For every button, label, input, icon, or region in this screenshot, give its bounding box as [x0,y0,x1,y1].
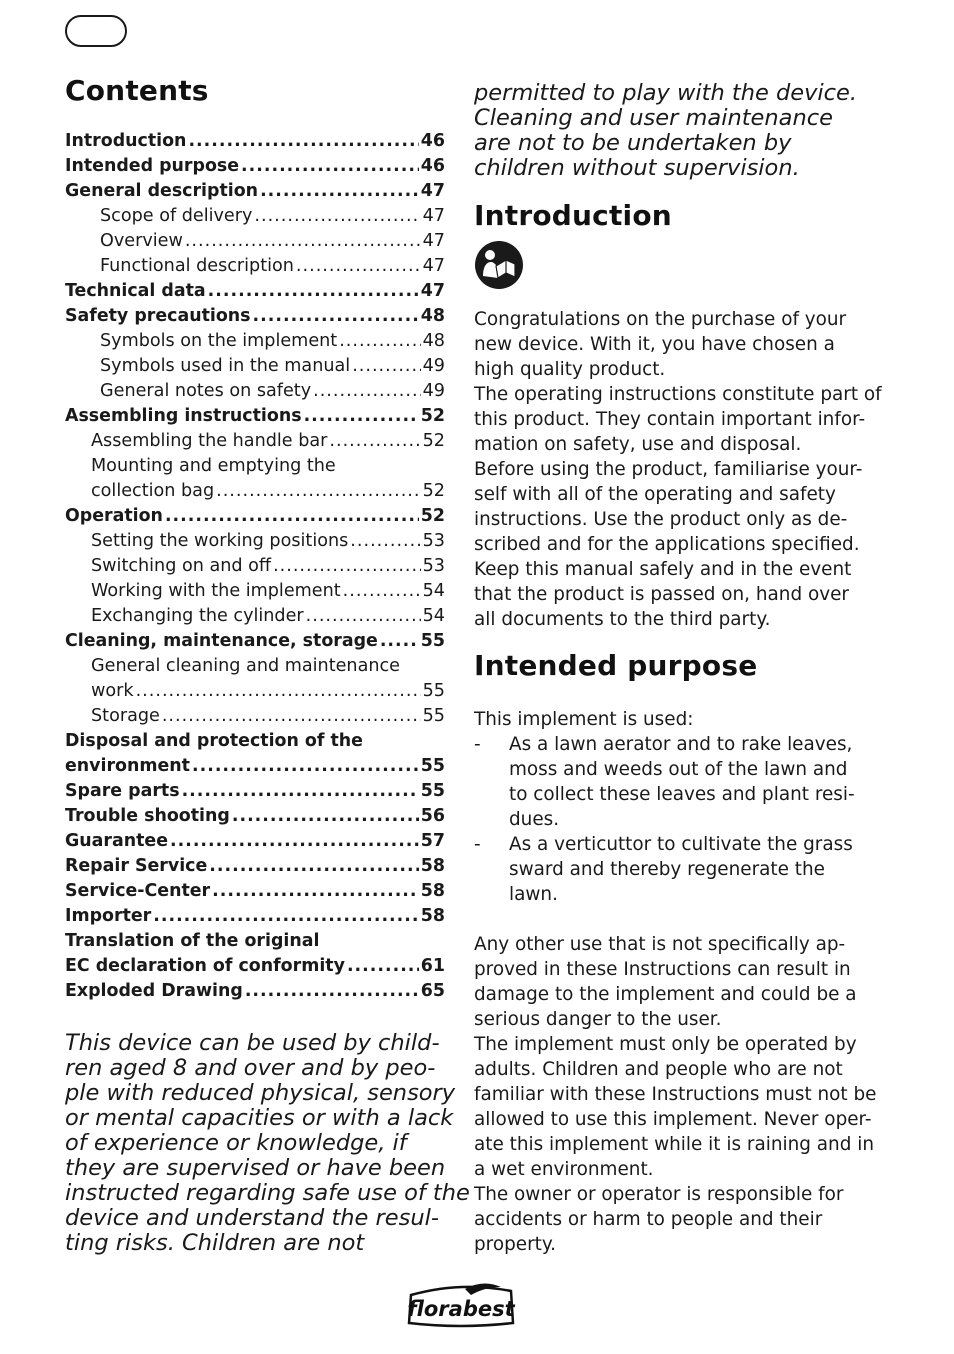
toc-entry [65,406,445,431]
toc-entry-title: Repair Service [65,856,208,876]
toc-entry-page: 47 [422,206,445,226]
toc-entry-page: 55 [422,681,445,701]
toc-entry-page: 47 [422,256,445,276]
children-notice-line: are not to be undertaken by [474,130,792,156]
bullet-line: sward and thereby regenerate the [509,859,825,880]
introduction-line: Before using the product, familiarise your- [474,459,863,480]
toc-entry-title: environment [65,756,190,776]
toc-entry-title: General description [65,181,259,201]
toc-entry-title: Exploded Drawing [65,981,243,1001]
toc-entry-title: Trouble shooting [65,806,230,826]
toc-entry [65,881,445,906]
language-badge [65,15,127,47]
toc-entry-page: 49 [422,381,445,401]
introduction-heading: Introduction [474,199,672,232]
bullet-line: As a verticuttor to cultivate the grass [509,834,853,855]
toc-leader-dots [162,706,421,726]
introduction-line: self with all of the operating and safety [474,484,836,505]
toc-entry-title: Cleaning, maintenance, storage [65,631,378,651]
toc-entry-title: Mounting and emptying the [91,456,336,476]
intended-purpose-heading: Intended purpose [474,649,758,682]
logo-text: florabest [407,1297,515,1321]
toc-leader-dots [296,256,421,276]
bullet-line: to collect these leaves and plant resi- [509,784,855,805]
toc-entry [65,356,445,381]
toc-entry [65,306,445,331]
toc-entry-title: Symbols used in the manual [100,356,351,376]
toc-leader-dots [304,406,419,426]
toc-entry-title: Working with the implement [91,581,341,601]
bullet-text [509,732,859,832]
toc-entry-title: General notes on safety [100,381,312,401]
toc-entry-title: Importer [65,906,152,926]
toc-entry [65,431,445,456]
toc-entry-page: 46 [420,156,445,176]
toc-entry-page: 52 [420,406,445,426]
toc-entry-title: Setting the working positions [91,531,349,551]
children-notice-line: This device can be used by child- [65,1030,440,1056]
children-notice-line: of experience or knowledge, if [65,1130,407,1156]
toc-entry [65,981,445,1006]
introduction-line: The operating instructions constitute part of [474,384,882,405]
toc-leader-dots [165,506,419,526]
toc-entry [65,231,445,256]
toc-leader-dots [153,906,419,926]
introduction-line: all documents to the third party. [474,609,771,630]
toc-entry-page: 53 [422,556,445,576]
closing-line: proved in these Instructions can result in [474,959,851,980]
toc-entry-page: 56 [420,806,445,826]
children-notice-line: or mental capacities or with a lack [65,1105,454,1131]
toc-entry-page: 55 [420,631,445,651]
toc-leader-dots [329,431,420,451]
toc-entry-page: 54 [422,606,445,626]
closing-line: familiar with these Instructions must not be [474,1084,877,1105]
closing-line: Any other use that is not specifically ap- [474,934,846,955]
toc-entry-title: Service-Center [65,881,211,901]
introduction-text [474,307,882,632]
introduction-line: scribed and for the applications specified. [474,534,860,555]
toc-entry-page: 47 [420,281,445,301]
toc-entry-page: 58 [420,856,445,876]
toc-entry [65,656,445,681]
toc-leader-dots [306,606,421,626]
toc-leader-dots [313,381,421,401]
introduction-line: high quality product. [474,359,666,380]
toc-entry [65,831,445,856]
toc-entry-page: 61 [420,956,445,976]
introduction-line: this product. They contain important infor- [474,409,866,430]
children-notice-line: instructed regarding safe use of the [65,1180,470,1206]
closing-line: ate this implement while it is raining and in [474,1134,874,1155]
toc-entry-page: 48 [422,331,445,351]
toc-leader-dots [245,981,419,1001]
toc-entry [65,956,445,981]
toc-leader-dots [208,281,419,301]
toc-entry-title: Translation of the original [65,931,320,951]
toc-leader-dots [192,756,419,776]
closing-line: The owner or operator is responsible for [474,1184,844,1205]
closing-line: adults. Children and people who are not [474,1059,843,1080]
toc-leader-dots [185,231,421,251]
toc-entry-title: collection bag [91,481,215,501]
table-of-contents [65,131,445,1006]
toc-leader-dots [170,831,419,851]
toc-entry-title: Guarantee [65,831,168,851]
introduction-line: instructions. Use the product only as de- [474,509,848,530]
toc-leader-dots [136,681,421,701]
children-notice-line: ple with reduced physical, sensory [65,1080,456,1106]
closing-line: serious danger to the user. [474,1009,722,1030]
toc-entry-title: Disposal and protection of the [65,731,363,751]
read-manual-icon [474,240,524,290]
closing-line: accidents or harm to people and their [474,1209,823,1230]
toc-leader-dots [343,581,421,601]
florabest-logo [405,1283,517,1329]
toc-entry [65,931,445,956]
toc-entry [65,156,445,181]
toc-leader-dots [350,531,420,551]
toc-entry [65,506,445,531]
toc-entry-title: Intended purpose [65,156,240,176]
toc-leader-dots [216,481,420,501]
toc-entry-page: 55 [422,706,445,726]
children-notice-line: ting risks. Children are not [65,1230,365,1256]
introduction-line: Keep this manual safely and in the event [474,559,852,580]
children-notice-line: they are supervised or have been [65,1155,446,1181]
toc-leader-dots [339,331,420,351]
introduction-line: that the product is passed on, hand over [474,584,849,605]
children-notice-line: children without supervision. [474,155,800,181]
children-notice-line: permitted to play with the device. [474,80,858,106]
toc-entry-title: Switching on and off [91,556,272,576]
bullet-line: lawn. [509,884,558,905]
toc-entry [65,556,445,581]
toc-entry-title: Scope of delivery [100,206,253,226]
toc-entry [65,481,445,506]
toc-entry-page: 52 [420,506,445,526]
toc-leader-dots [273,556,421,576]
intended-purpose-lead [474,707,693,732]
bullet-dash: - [474,734,481,755]
toc-leader-dots [232,806,419,826]
children-notice-line: ren aged 8 and over and by peo- [65,1055,436,1081]
toc-entry-page: 54 [422,581,445,601]
toc-entry-title: EC declaration of conformity [65,956,345,976]
children-notice-part1 [65,1031,470,1256]
toc-entry-title: Exchanging the cylinder [91,606,304,626]
children-notice-part2 [474,81,857,181]
toc-entry-page: 55 [420,756,445,776]
toc-leader-dots [254,206,420,226]
toc-entry [65,131,445,156]
toc-entry [65,581,445,606]
bullet-line: As a lawn aerator and to rake leaves, [509,734,853,755]
closing-line: allowed to use this implement. Never oper- [474,1109,872,1130]
toc-entry-title: Storage [91,706,160,726]
toc-entry [65,856,445,881]
introduction-line: mation on safety, use and disposal. [474,434,802,455]
toc-entry-title: General cleaning and maintenance [91,656,400,676]
bullet-line: dues. [509,809,560,830]
children-notice-line: Cleaning and user maintenance [474,105,833,131]
toc-entry [65,806,445,831]
toc-entry-title: Introduction [65,131,187,151]
toc-entry [65,731,445,756]
introduction-line: new device. With it, you have chosen a [474,334,835,355]
toc-entry [65,531,445,556]
closing-line: The implement must only be operated by [474,1034,857,1055]
toc-entry-title: Symbols on the implement [100,331,338,351]
toc-entry-page: 58 [420,881,445,901]
toc-entry-page: 65 [420,981,445,1001]
children-notice-line: device and understand the resul- [65,1205,439,1231]
toc-entry [65,681,445,706]
toc-entry [65,906,445,931]
toc-leader-dots [253,306,419,326]
toc-leader-dots [212,881,419,901]
toc-leader-dots [188,131,418,151]
toc-entry-page: 47 [420,181,445,201]
toc-leader-dots [352,356,420,376]
closing-line: damage to the implement and could be a [474,984,857,1005]
toc-leader-dots [380,631,419,651]
toc-entry [65,606,445,631]
toc-entry [65,256,445,281]
introduction-line: Congratulations on the purchase of your [474,309,847,330]
toc-leader-dots [241,156,419,176]
toc-leader-dots [347,956,419,976]
contents-heading: Contents [65,74,209,107]
toc-entry-title: Operation [65,506,163,526]
toc-entry-page: 48 [420,306,445,326]
intended-purpose-lead-text: This implement is used: [474,709,694,730]
toc-entry-title: Overview [100,231,183,251]
bullet-dash: - [474,834,481,855]
toc-entry [65,781,445,806]
toc-entry-title: Safety precautions [65,306,251,326]
toc-entry-title: Functional description [100,256,294,276]
toc-entry-page: 58 [420,906,445,926]
intended-purpose-closing-text [474,932,876,1257]
toc-leader-dots [260,181,419,201]
toc-entry [65,756,445,781]
toc-entry [65,456,445,481]
toc-entry-title: Assembling instructions [65,406,302,426]
toc-entry-page: 52 [422,481,445,501]
toc-entry-page: 49 [422,356,445,376]
closing-line: property. [474,1234,556,1255]
toc-entry [65,181,445,206]
toc-entry-page: 57 [420,831,445,851]
toc-entry-page: 46 [420,131,445,151]
toc-entry-title: work [91,681,134,701]
toc-entry-page: 55 [420,781,445,801]
toc-entry [65,206,445,231]
bullet-line: moss and weeds out of the lawn and [509,759,848,780]
closing-line: a wet environment. [474,1159,654,1180]
toc-entry-title: Spare parts [65,781,180,801]
toc-leader-dots [182,781,419,801]
toc-entry [65,706,445,731]
toc-leader-dots [209,856,419,876]
toc-entry [65,631,445,656]
toc-entry-title: Assembling the handle bar [91,431,328,451]
toc-entry [65,381,445,406]
bullet-text [509,832,859,907]
toc-entry [65,331,445,356]
toc-entry-page: 47 [422,231,445,251]
toc-entry-page: 53 [422,531,445,551]
toc-entry-title: Technical data [65,281,206,301]
toc-entry-page: 52 [422,431,445,451]
toc-entry [65,281,445,306]
